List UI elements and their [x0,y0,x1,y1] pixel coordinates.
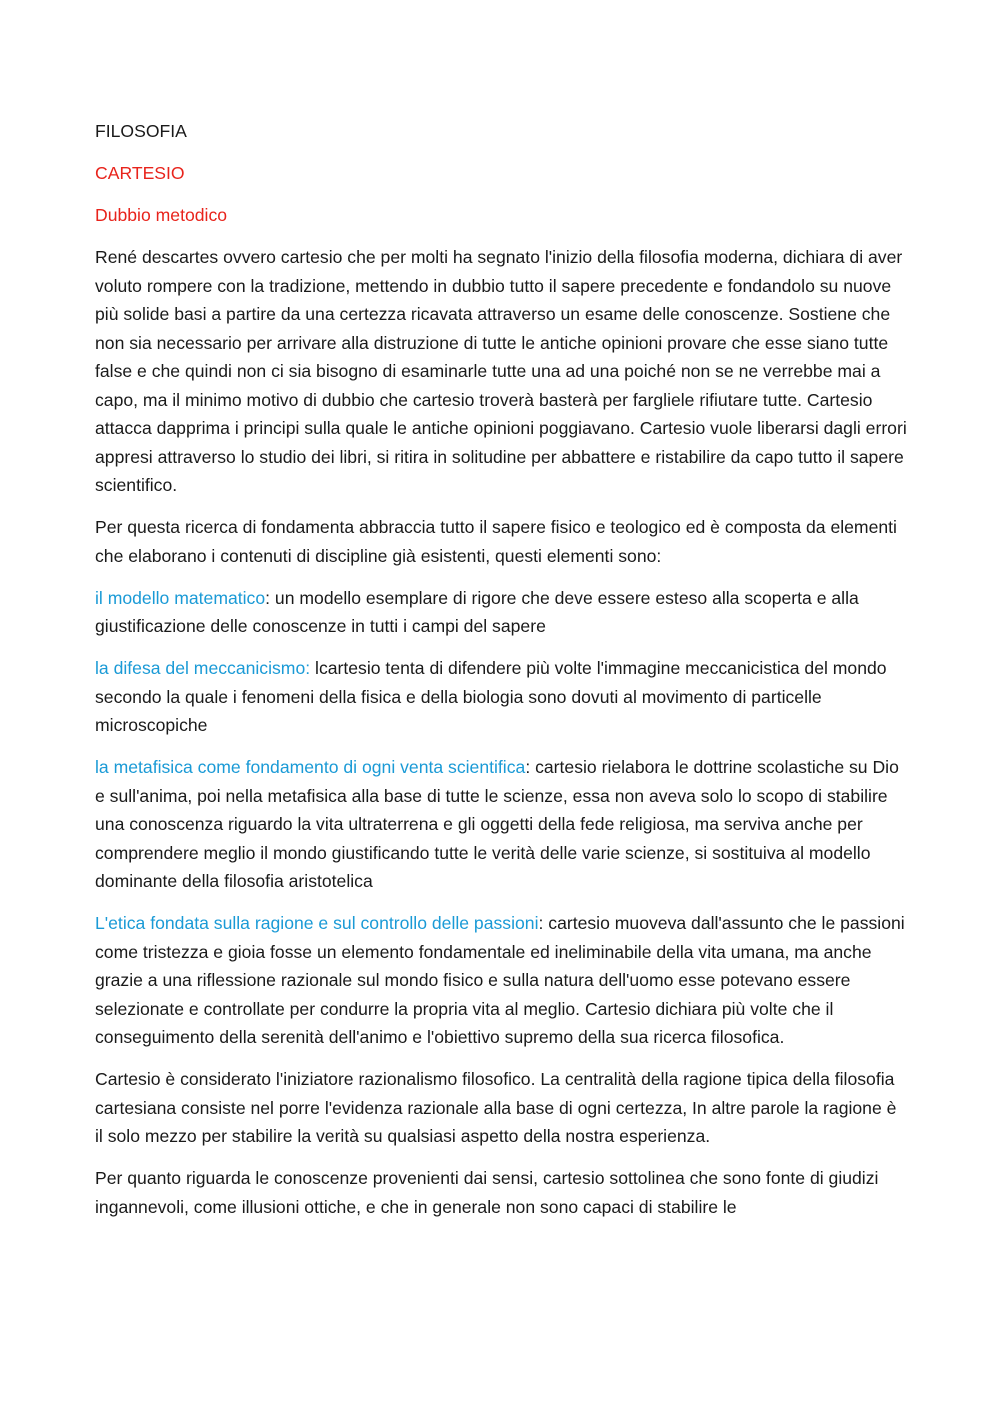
term-modello-matematico: il modello matematico [95,587,266,608]
text-etica: : cartesio muoveva dall'assunto che le passioni come tristezza e gioia fosse un elemento fondamentale ed ineliminabile della vita umana, ma anche grazie a una riflessione razionale sul mondo fisico e sulla natura dell'uomo esse potevano essere selezionate e controllate per condurre la propria vita al meglio. Cartesio dichiara più volte che il conseguimento della serenità dell'animo e l'obiettivo supremo della sua ricerca filosofica. [95,913,905,1047]
text-meccanicismo: lcartesio tenta di difendere più volte l'immagine meccanicistica del mondo secondo la quale i fenomeni della fisica e della biologia sono dovuti al movimento di particelle microscopiche [95,658,887,735]
paragraph-sensi: Per quanto riguarda le conoscenze provenienti dai sensi, cartesio sottolinea che sono fonte di giudizi ingannevoli, come illusioni ottiche, e che in generale non sono capaci di stabilire le [95,1168,879,1217]
text-modello-matematico: : un modello esemplare di rigore che deve essere esteso alla scoperta e alla giustificazione delle conoscenze in tutti i campi del sapere [95,587,859,636]
list-item-meccanicismo [95,654,907,740]
topic-heading: CARTESIO [95,163,185,183]
term-etica: L'etica fondata sulla ragione e sul controllo delle passioni [95,913,539,933]
document-page [95,117,907,1235]
term-metafisica: la metafisica come fondamento di ogni venta scientifica [95,757,526,777]
text-metafisica: : cartesio rielabora le dottrine scolastiche su Dio e sull'anima, poi nella metafisica alla base di tutte le scienze, essa non aveva solo lo scopo di stabilire una conoscenza riguardo la vita ultraterrena e gli oggetti della fede religiosa, ma serviva anche per comprendere meglio il mondo giustificando tutte le verità delle varie scienze, si sostituiva al modello dominante della filosofia aristotelica [95,757,899,891]
list-item-metafisica [95,753,907,896]
list-item-modello-matematico [95,584,907,641]
paragraph-razionalismo: Cartesio è considerato l'iniziatore razionalismo filosofico. La centralità della ragione tipica della filosofia cartesiana consiste nel porre l'evidenza razionale alla base di ogni certezza, In altre parole la ragione è il solo mezzo per stabilire la verità su qualsiasi aspetto della nostra esperienza. [95,1069,897,1146]
term-meccanicismo: la difesa del meccanicismo: [95,658,311,678]
list-item-etica [95,909,907,1052]
section-heading: Dubbio metodico [95,205,228,225]
subject-heading: FILOSOFIA [95,121,187,141]
paragraph-elementi: Per questa ricerca di fondamenta abbraccia tutto il sapere fisico e teologico ed è composta da elementi che elaborano i contenuti di discipline già esistenti, questi elementi sono: [95,517,897,566]
paragraph-dubbio: René descartes ovvero cartesio che per molti ha segnato l'inizio della filosofia moderna, dichiara di aver voluto rompere con la tradizione, mettendo in dubbio tutto il sapere precedente e fondandolo su nuove più solide basi a partire da una certezza ricavata attraverso un esame delle conoscenze. Sostiene che non sia necessario per arrivare alla distruzione di tutte le antiche opinioni provare che esse siano tutte false e che quindi non ci sia bisogno di esaminarle tutte una ad una poiché non se ne verrebbe mai a capo, ma il minimo motivo di dubbio che cartesio troverà basterà per fargliele rifiutare tutte. Cartesio attacca dapprima i principi sulla quale le antiche opinioni poggiavano. Cartesio vuole liberarsi dagli errori appresi attraverso lo studio dei libri, si ritira in solitudine per abbattere e ristabilire da capo tutto il sapere scientifico. [95,247,907,495]
